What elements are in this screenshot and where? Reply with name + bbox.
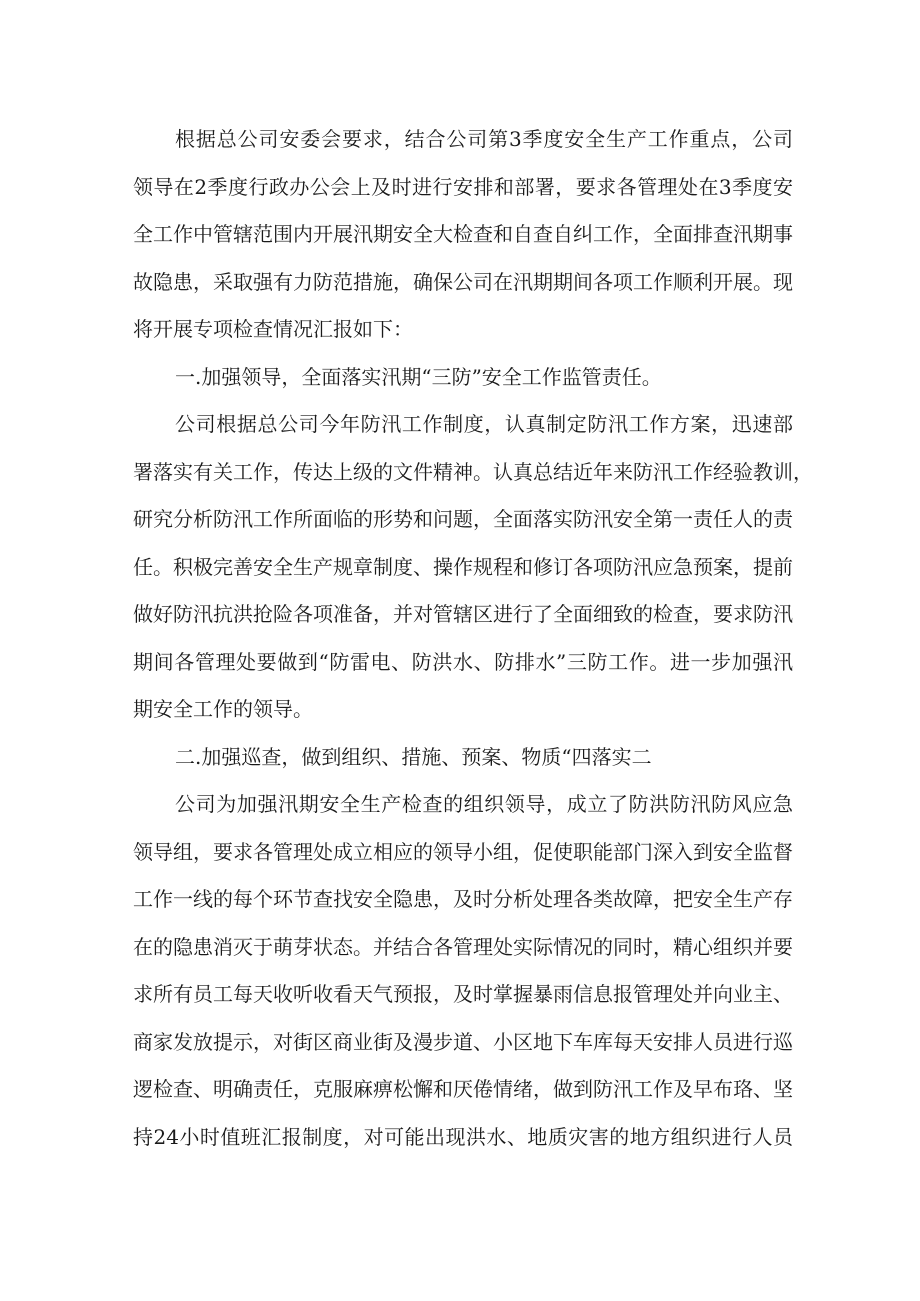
paragraph-line: 将开展专项检查情况汇报如下： xyxy=(133,317,413,341)
paragraph-line: 持24小时值班汇报制度，对可能出现洪水、地质灾害的地方组织进行人员 xyxy=(133,1124,793,1149)
paragraph-line: 期安全工作的领导。 xyxy=(133,697,313,721)
paragraph-line: 逻检查、明确责任，克服麻痹松懈和厌倦情绪，做到防汛工作及早布珞、坚 xyxy=(133,1077,793,1101)
paragraph-line: 署落实有关工作，传达上级的文件精神。认真总结近年来防汛工作经验教训， xyxy=(133,459,813,484)
paragraph-line: 领导在2季度行政办公会上及时进行安排和部署，要求各管理处在3季度安 xyxy=(133,174,793,199)
paragraph-line: 研究分析防汛工作所面临的形势和问题，全面落实防汛安全第一责任人的责 xyxy=(133,507,793,531)
paragraph-line: 任。积极完善安全生产规章制度、操作规程和修订各项防汛应急预案，提前 xyxy=(133,554,793,579)
section-heading-1: 一.加强领导，全面落实汛期“三防”安全工作监管责任。 xyxy=(175,364,662,389)
paragraph-line: 在的隐患消灭于萌芽状态。并结合各管理处实际情况的同时，精心组织并要 xyxy=(133,934,793,959)
paragraph-line: 工作一线的每个环节查找安全隐患，及时分析处理各类故障，把安全生产存 xyxy=(133,887,793,911)
paragraph-line: 公司根据总公司今年防汛工作制度，认真制定防汛工作方案，迅速部 xyxy=(175,412,793,436)
paragraph-line: 商家发放提示，对街区商业街及漫步道、小区地下车库每天安排人员进行巡 xyxy=(133,1029,793,1054)
paragraph-line: 做好防汛抗洪抢险各项准备，并对管辖区进行了全面细致的检查，要求防汛 xyxy=(133,602,793,626)
section-heading-2: 二.加强巡查，做到组织、措施、预案、物质“四落实二 xyxy=(175,744,652,769)
paragraph-line: 期间各管理处要做到“防雷电、防洪水、防排水”三防工作。进一步加强汛 xyxy=(133,649,793,674)
paragraph-line: 故隐患，采取强有力防范措施，确保公司在汛期期间各项工作顺利开展。现 xyxy=(133,269,793,294)
paragraph-line: 全工作中管辖范围内开展汛期安全大检查和自查自纠工作，全面排查汛期事 xyxy=(133,222,793,246)
paragraph-line: 根据总公司安委会要求，结合公司第3季度安全生产工作重点，公司 xyxy=(175,127,793,151)
paragraph-line: 领导组，要求各管理处成立相应的领导小组，促使职能部门深入到安全监督 xyxy=(133,839,793,864)
document-body xyxy=(133,116,813,1161)
paragraph-line: 公司为加强汛期安全生产检查的组织领导，成立了防洪防汛防风应急 xyxy=(175,792,793,816)
paragraph-line: 求所有员工每天收听收看天气预报，及时掌握暴雨信息报管理处并向业主、 xyxy=(133,982,793,1006)
